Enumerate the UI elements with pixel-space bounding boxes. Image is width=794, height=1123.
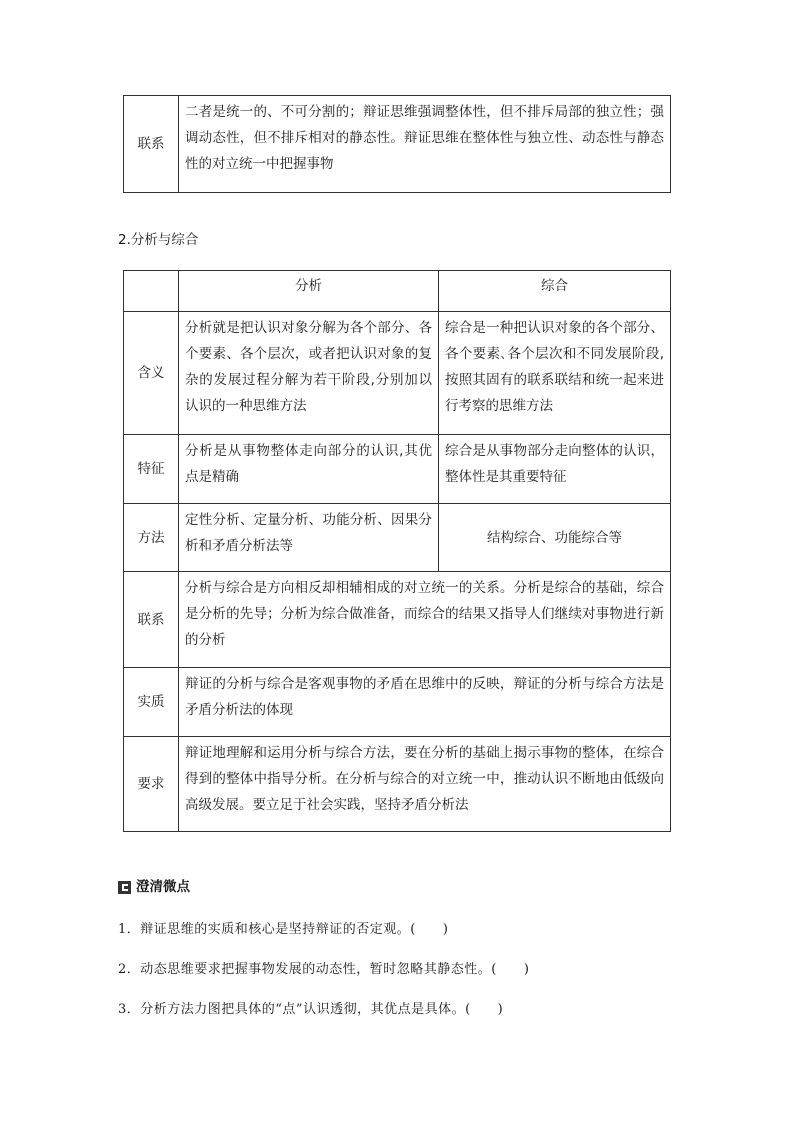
synthesis-cell: 综合是从事物部分走向整体的认识，整体性是其重要特征 [439, 435, 671, 504]
table-row [124, 737, 671, 832]
row-content: 二者是统一的、不可分割的；辩证思维强调整体性，但不排斥局部的独立性；强调动态性，但不排斥相对的静态性。辩证思维在整体性与独立性、动态性与静态性的对立统一中把握事物 [179, 96, 671, 193]
header-synthesis: 综合 [439, 271, 671, 312]
row-label: 要求 [124, 737, 179, 832]
answer-blank[interactable]: ( ) [410, 922, 449, 937]
table-row [124, 312, 671, 435]
merged-cell: 分析与综合是方向相反却相辅相成的对立统一的关系。分析是综合的基础，综合是分析的先导；分析为综合做准备，而综合的结果又指导人们继续对事物进行新的分析 [179, 572, 671, 668]
list-item [118, 1000, 503, 1020]
section-title: 2.分析与综合 [118, 232, 199, 248]
analysis-cell: 分析就是把认识对象分解为各个部分、各个要素、各个层次，或者把认识对象的复杂的发展过程分解为若干阶段,分别加以认识的一种思维方法 [179, 312, 439, 435]
synthesis-cell: 综合是一种把认识对象的各个部分、各个要素､各个层次和不同发展阶段,按照其固有的联系联结和统一起来进行考察的思维方法 [439, 312, 671, 435]
table-row [124, 572, 671, 668]
table-row [124, 435, 671, 504]
header-blank-cell [124, 271, 179, 312]
answer-blank[interactable]: ( ) [491, 962, 530, 977]
row-label: 联系 [124, 96, 179, 193]
header-analysis: 分析 [179, 271, 439, 312]
clarify-title: 澄清微点 [136, 879, 190, 895]
item-text: 2．动态思维要求把握事物发展的动态性，暂时忽略其静态性。 [118, 962, 492, 977]
dialectical-thinking-table [123, 95, 671, 193]
table-row [124, 504, 671, 572]
item-text: 1．辩证思维的实质和核心是坚持辩证的否定观。 [118, 922, 411, 937]
row-label: 特征 [124, 435, 179, 504]
row-label: 含义 [124, 312, 179, 435]
answer-blank[interactable]: ( ) [465, 1002, 504, 1017]
list-item [118, 920, 448, 940]
item-text: 3．分析方法力图把具体的“点”认识透彻，其优点是具体。 [118, 1002, 466, 1017]
list-item [118, 960, 529, 980]
clarify-header [118, 877, 190, 897]
clarify-badge-icon [118, 881, 131, 894]
merged-cell: 辩证的分析与综合是客观事物的矛盾在思维中的反映，辩证的分析与综合方法是矛盾分析法的体现 [179, 668, 671, 737]
analysis-cell: 定性分析、定量分析、功能分析、因果分析和矛盾分析法等 [179, 504, 439, 572]
table-row [124, 96, 671, 193]
analysis-synthesis-table [123, 270, 671, 832]
row-label: 实质 [124, 668, 179, 737]
merged-cell: 辩证地理解和运用分析与综合方法，要在分析的基础上揭示事物的整体，在综合得到的整体中指导分析。在分析与综合的对立统一中，推动认识不断地由低级向高级发展。要立足于社会实践，坚持矛盾分析法 [179, 737, 671, 832]
analysis-cell: 分析是从事物整体走向部分的认识,其优点是精确 [179, 435, 439, 504]
row-label: 联系 [124, 572, 179, 668]
synthesis-cell: 结构综合、功能综合等 [439, 504, 671, 572]
table-row [124, 668, 671, 737]
table-header-row [124, 271, 671, 312]
row-label: 方法 [124, 504, 179, 572]
